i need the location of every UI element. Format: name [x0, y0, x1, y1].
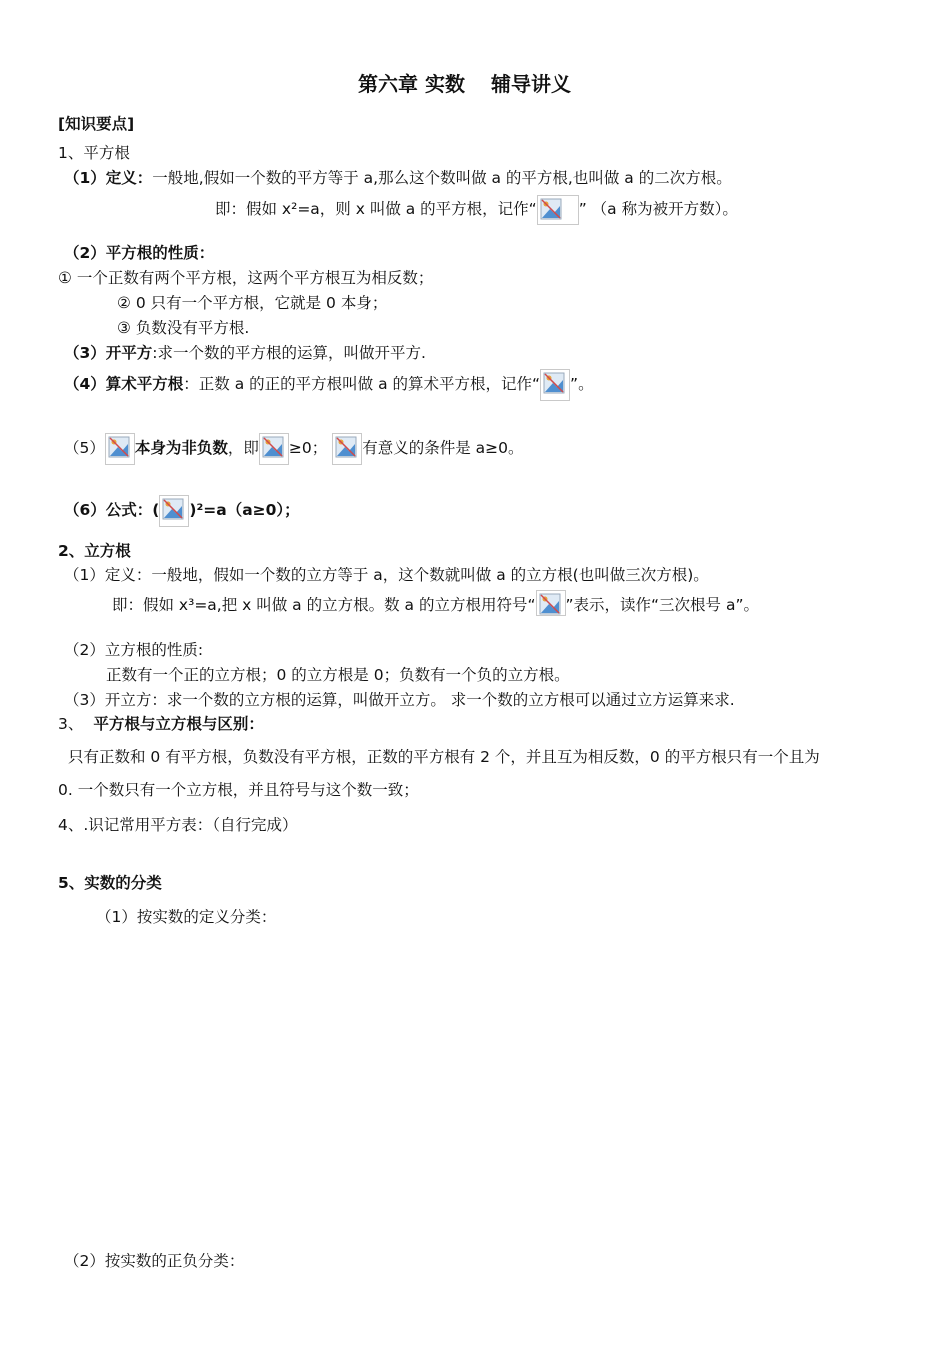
nonnegative-line: （5） 本身为非负数，即 ≥0； 有意义的条件是 a≥0。	[64, 432, 523, 465]
sqrt-a-image-2	[105, 433, 135, 465]
sqrt-property-1: ① 一个正数有两个平方根，这两个平方根互为相反数；	[58, 269, 434, 287]
classification-by-sign: （2）按实数的正负分类：	[64, 1252, 245, 1270]
cube-root-definition: （1）定义：一般地，假如一个数的立方等于 a，这个数就叫做 a 的立方根(也叫做三次方根)。	[64, 566, 709, 584]
sqrt-a-image-4	[332, 433, 362, 465]
sqrt-a-image-3	[259, 433, 289, 465]
section-1-heading: 1、平方根	[58, 144, 130, 162]
square-root-operation: （3）开平方:求一个数的平方根的运算，叫做开平方.	[64, 344, 426, 362]
formula-line: （6）公式：( )²=a（a≥0）；	[64, 494, 300, 527]
sqrt-property-2: ② 0 只有一个平方根，它就是 0 本身；	[117, 294, 388, 312]
definition-line: （1）定义：一般地,假如一个数的平方等于 a,那么这个数叫做 a 的平方根,也叫做 a 的二次方根。	[64, 169, 732, 187]
difference-text-1: 只有正数和 0 有平方根，负数没有平方根，正数的平方根有 2 个，并且互为相反数，0 的平方根只有一个且为	[68, 748, 820, 766]
section-4: 4、.识记常用平方表：（自行完成）	[58, 816, 298, 834]
cube-root-properties-label: （2）立方根的性质:	[64, 641, 204, 659]
classification-by-definition: （1）按实数的定义分类：	[96, 908, 277, 926]
knowledge-header: [知识要点]	[58, 115, 135, 133]
definition-note: 即：假如 x²=a，则 x 叫做 a 的平方根，记作“ ” （a 称为被开方数）。	[215, 194, 738, 225]
sqrt-a-image	[537, 195, 579, 225]
cube-root-properties: 正数有一个正的立方根；0 的立方根是 0；负数有一个负的立方根。	[106, 666, 570, 684]
section-3-heading: 3、 平方根与立方根与区别：	[58, 715, 264, 733]
cube-root-image	[536, 590, 566, 616]
difference-text-2: 0. 一个数只有一个立方根，并且符号与这个数一致；	[58, 781, 419, 799]
page-title: 第六章 实数 辅导讲义	[358, 72, 571, 96]
sqrt-a-image-5	[159, 495, 189, 527]
section-5-heading: 5、实数的分类	[58, 874, 162, 892]
sqrt-property-3: ③ 负数没有平方根.	[117, 319, 250, 337]
arithmetic-sqrt-image	[540, 369, 570, 401]
section-2-heading: 2、立方根	[58, 542, 131, 560]
arithmetic-sqrt-line: （4）算术平方根：正数 a 的正的平方根叫做 a 的算术平方根，记作“ ”。	[64, 368, 594, 401]
sqrt-properties-label: （2）平方根的性质：	[64, 244, 215, 262]
cube-root-note: 即：假如 x³=a,把 x 叫做 a 的立方根。数 a 的立方根用符号“ ”表示，读作“三次根号 a”。	[112, 590, 759, 620]
cube-root-operation: （3）开立方：求一个数的立方根的运算，叫做开立方。 求一个数的立方根可以通过立方运算来求.	[64, 691, 735, 709]
